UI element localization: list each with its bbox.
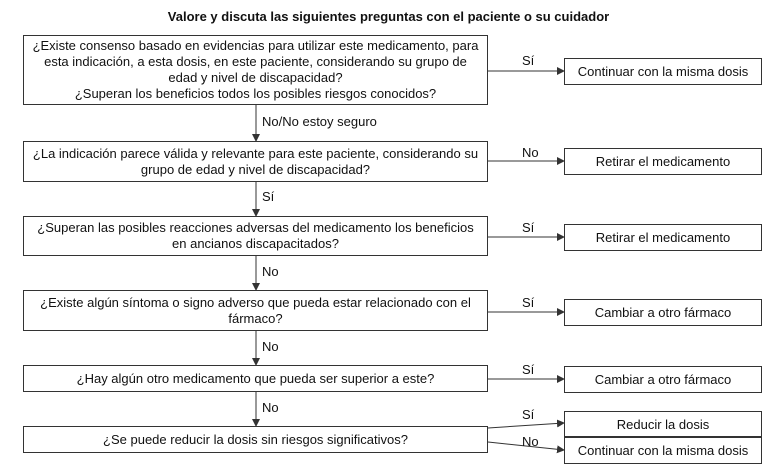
question-5-text: ¿Hay algún otro medicamento que pueda ser superior a este?	[76, 370, 435, 386]
question-box-4	[23, 290, 488, 331]
branch-label-4: Sí	[522, 295, 535, 310]
question-2-line-1: ¿La indicación parece válida y relevante para este paciente, considerando su	[32, 145, 479, 161]
question-4-line-2: fármaco?	[228, 310, 283, 326]
branch-label-1: Sí	[522, 53, 535, 68]
branch-label-2: No	[522, 145, 539, 160]
diagram-title: Valore y discuta las siguientes preguntas con el paciente o su cuidador	[167, 9, 610, 24]
question-1-line-3: edad y nivel de discapacidad?	[168, 70, 343, 85]
question-2-line-2: grupo de edad y nivel de discapacidad?	[140, 161, 371, 177]
branch-label-6b: No	[522, 434, 539, 449]
result-box-3: Retirar el medicamento	[564, 224, 762, 251]
down-label-1: No/No estoy seguro	[262, 114, 377, 129]
result-box-2: Retirar el medicamento	[564, 148, 762, 175]
question-3-line-1: ¿Superan las posibles reacciones adversas del medicamento los beneficios	[37, 220, 474, 235]
question-1-line-4: ¿Superan los beneficios todos los posibles riesgos conocidos?	[74, 86, 437, 101]
branch-label-3: Sí	[522, 220, 535, 235]
branch-label-6a: Sí	[522, 407, 535, 422]
question-3-line-2: en ancianos discapacitados?	[172, 236, 339, 251]
down-label-5: No	[262, 400, 279, 415]
result-box-1: Continuar con la misma dosis	[564, 58, 762, 85]
question-box-2	[23, 141, 488, 182]
question-1-line-2: esta indicación, a esta dosis, en este paciente, considerando su grupo de	[44, 54, 467, 69]
question-box-3	[23, 216, 488, 256]
result-box-5: Cambiar a otro fármaco	[564, 366, 762, 393]
branch-label-5: Sí	[522, 362, 535, 377]
question-4-line-1: ¿Existe algún síntoma o signo adverso que pueda estar relacionado con el	[40, 294, 471, 310]
arrow-right-6a	[488, 423, 564, 428]
down-label-3: No	[262, 264, 279, 279]
result-box-6a: Reducir la dosis	[564, 411, 762, 437]
question-6-text: ¿Se puede reducir la dosis sin riesgos significativos?	[103, 431, 408, 447]
question-box-1	[23, 35, 488, 105]
result-box-4: Cambiar a otro fármaco	[564, 299, 762, 326]
question-box-6	[23, 426, 488, 453]
result-box-6b: Continuar con la misma dosis	[564, 437, 762, 464]
question-box-5	[23, 365, 488, 392]
question-1-line-1: ¿Existe consenso basado en evidencias para utilizar este medicamento, para	[32, 38, 479, 53]
down-label-4: No	[262, 339, 279, 354]
down-label-2: Sí	[262, 189, 275, 204]
